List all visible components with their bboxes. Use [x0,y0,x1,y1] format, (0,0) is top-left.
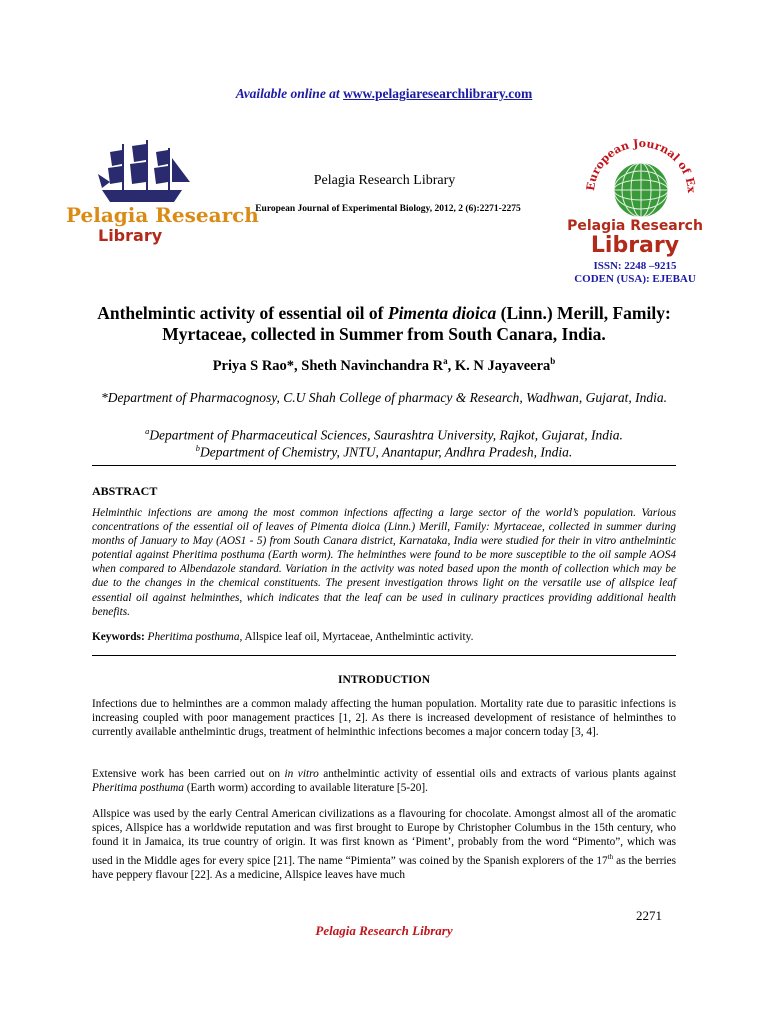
available-prefix: Available online at [235,86,340,101]
publisher-name: Pelagia Research Library [313,173,456,188]
introduction-heading: INTRODUCTION [337,674,430,686]
divider-top [92,465,676,466]
footer-publisher: Pelagia Research Library [315,923,453,938]
available-online-line [0,86,768,102]
keywords: Keywords: Pheritima posthuma, Allspice leaf oil, Myrtaceae, Anthelmintic activity. [92,631,474,643]
affiliation-2: $^a$Department of Pharmaceutical Sciences, Saurashtra University, Rajkot, Gujarat, India. [145,427,623,443]
intro-paragraph-2: Extensive work has been carried out on in vitro anthelmintic activity of essential oils and extracts of various plants against Pheritima posthuma (Earth worm) according to available literature [5-20]. [92,768,676,795]
logo-left-line1: Pelagia Research [66,203,259,227]
affiliation-3: $^b$Department of Chemistry, JNTU, Anantapur, Andhra Pradesh, India. [195,444,573,460]
paper-title: Anthelmintic activity of essential oil of Pimenta dioica (Linn.) Merill, Family: Myrtaceae, collected in Summer from South Canara, India. [97,303,671,344]
coden: CODEN (USA): EJEBAU [574,273,696,285]
page-number: 2271 [636,908,662,923]
journal-website-link[interactable]: www.pelagiaresearchlibrary.com [343,86,533,101]
issn: ISSN: 2248 –9215 [593,260,677,272]
journal-citation: European Journal of Experimental Biology, 2012, 2 (6):2271-2275 [255,204,521,214]
logo-right-line2: Library [590,233,680,258]
divider-bottom [92,655,676,656]
logo-left-line2: Library [98,226,163,245]
intro-paragraph-1: Infections due to helminthes are a common malady affecting the human population. Mortality rate due to parasitic infections is increasing coupled with poor management practices [1, 2]. As there is increased development of resistance of helminthes to currently available anthelmintic drugs, treatment of helminthic infections becomes a major concern today [3, 4]. [92,698,676,739]
logo-right-line1: Pelagia Research [567,218,703,234]
journal-globe-logo [580,132,702,230]
logo-arc-text: European Journal of Ex [584,136,699,194]
abstract-heading: ABSTRACT [92,484,158,498]
affiliation-1: *Department of Pharmacognosy, C.U Shah College of pharmacy & Research, Wadhwan, Gujarat, India. [101,390,667,405]
intro-paragraph-3: Allspice was used by the early Central American civilizations as a flavouring for chocolate. Amongst almost all of the aromatic spices, Allspice has a worldwide reputation and was first brought to Europe by Christopher Columbus in the 15th century, who found it in Jamaica, its true country of origin. It was first known as ‘Piment’, probably from the word “Pimento”, which was used in the Middle ages for every spice [21]. The name “Pimienta” was coined by the Spanish explorers of the 17th as the berries have peppery flavour [22]. As a medicine, Allspice leaves have much [92,808,677,881]
author-list: Priya S Rao*, Sheth Navinchandra $R^a$, K. N Jayaveera$^b$ [212,356,556,374]
abstract-text: Helminthic infections are among the most common infections affecting a large sector of the world’s population. Various concentrations of the essential oil of leaves of Pimenta dioica (Linn.) Merill, Family: Myrtaceae, collected in summer during months of January to May (AOS1 - 5) from South Canara district, Karnataka, India were studied for their in vitro anthelmintic potential against Pheritima posthuma (Earth worm). The helminthes were found to be more susceptible to the oil sample AOS4 when compared to Albendazole standard. Variation in the activity was noted based upon the month of collection which may be due to the changes in the chemical constituents. The present investigation throws light on the versatile use of allspice leaf essential oil against helminthes, which indicates that the leaf can be used in culinary practices providing additional health benefits. [92,507,676,618]
